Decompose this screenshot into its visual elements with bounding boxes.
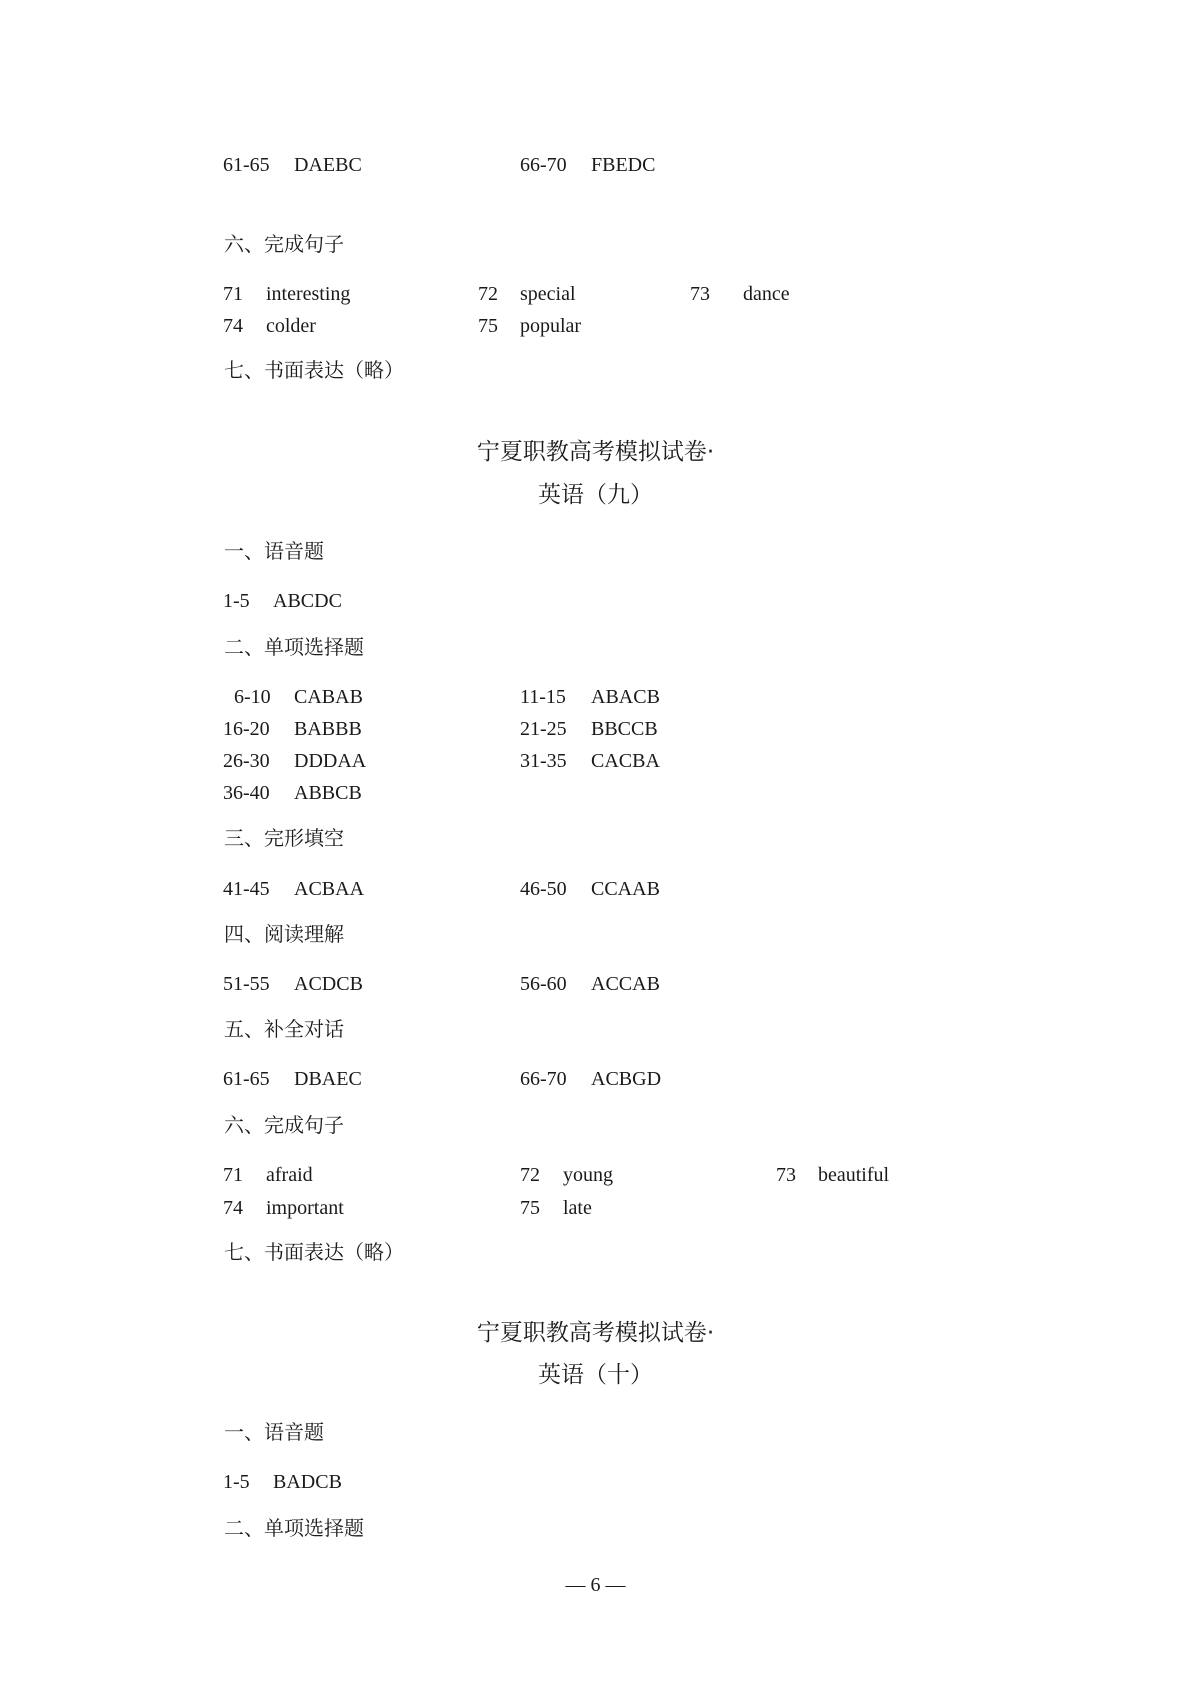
question-number: 75: [478, 315, 498, 337]
answer-word: popular: [520, 315, 582, 337]
answer-word: important: [266, 1197, 344, 1219]
section-heading: 三、完形填空: [224, 826, 344, 850]
section-heading: 七、书面表达（略）: [224, 1240, 404, 1264]
section-heading: 五、补全对话: [224, 1017, 344, 1041]
paper-subtitle: 英语（十）: [538, 1362, 653, 1388]
answer-range: 21-25: [520, 718, 567, 740]
answer-key: CABAB: [294, 686, 363, 708]
question-number: 72: [520, 1164, 540, 1186]
answer-key: ACBGD: [591, 1068, 662, 1090]
answer-word: young: [563, 1164, 613, 1186]
answer-range: 11-15: [520, 686, 566, 708]
page-number: — 6 —: [565, 1574, 626, 1596]
question-number: 71: [223, 283, 243, 305]
answer-range: 46-50: [520, 878, 567, 900]
answer-range: 51-55: [223, 973, 270, 995]
question-number: 74: [223, 1197, 243, 1219]
answer-range: 1-5: [223, 1471, 250, 1493]
question-number: 74: [223, 315, 243, 337]
answer-range: 66-70: [520, 154, 567, 176]
answer-range: 31-35: [520, 750, 567, 772]
answer-key: BADCB: [273, 1471, 342, 1493]
question-number: 73: [776, 1164, 796, 1186]
answer-key: DAEBC: [294, 154, 362, 176]
section-heading: 二、单项选择题: [224, 1516, 364, 1540]
answer-word: interesting: [266, 283, 351, 305]
section-heading: 一、语音题: [224, 539, 324, 563]
answer-word: afraid: [266, 1164, 313, 1186]
answer-key: CCAAB: [591, 878, 660, 900]
paper-title: 宁夏职教高考模拟试卷·: [476, 1320, 715, 1346]
question-number: 72: [478, 283, 498, 305]
question-number: 71: [223, 1164, 243, 1186]
answer-range: 61-65: [223, 1068, 270, 1090]
answer-range: 41-45: [223, 878, 270, 900]
answer-range: 36-40: [223, 782, 270, 804]
paper-subtitle: 英语（九）: [538, 482, 653, 508]
answer-range: 6-10: [234, 686, 271, 708]
answer-key: ABACB: [591, 686, 660, 708]
answer-key: ABCDC: [273, 590, 342, 612]
answer-word: dance: [743, 283, 790, 305]
answer-word: beautiful: [818, 1164, 890, 1186]
section-heading: 二、单项选择题: [224, 635, 364, 659]
answer-key: DDDAA: [294, 750, 367, 772]
question-number: 75: [520, 1197, 540, 1219]
answer-range: 66-70: [520, 1068, 567, 1090]
section-heading: 七、书面表达（略）: [224, 358, 404, 382]
answer-key: CACBA: [591, 750, 660, 772]
answer-key: ABBCB: [294, 782, 362, 804]
answer-word: colder: [266, 315, 316, 337]
answer-range: 16-20: [223, 718, 270, 740]
answer-range: 56-60: [520, 973, 567, 995]
answer-key: BBCCB: [591, 718, 658, 740]
answer-key: BABBB: [294, 718, 362, 740]
answer-word: special: [520, 283, 576, 305]
answer-key: ACCAB: [591, 973, 660, 995]
section-heading: 六、完成句子: [224, 232, 344, 256]
answer-key: ACDCB: [294, 973, 363, 995]
section-heading: 四、阅读理解: [224, 922, 344, 946]
answer-range: 61-65: [223, 154, 270, 176]
question-number: 73: [690, 283, 710, 305]
answer-key: DBAEC: [294, 1068, 362, 1090]
section-heading: 一、语音题: [224, 1420, 324, 1444]
answer-word: late: [563, 1197, 592, 1219]
section-heading: 六、完成句子: [224, 1113, 344, 1137]
answer-key: FBEDC: [591, 154, 656, 176]
paper-title: 宁夏职教高考模拟试卷·: [476, 439, 715, 465]
answer-key: ACBAA: [294, 878, 365, 900]
answer-range: 26-30: [223, 750, 270, 772]
answer-range: 1-5: [223, 590, 250, 612]
